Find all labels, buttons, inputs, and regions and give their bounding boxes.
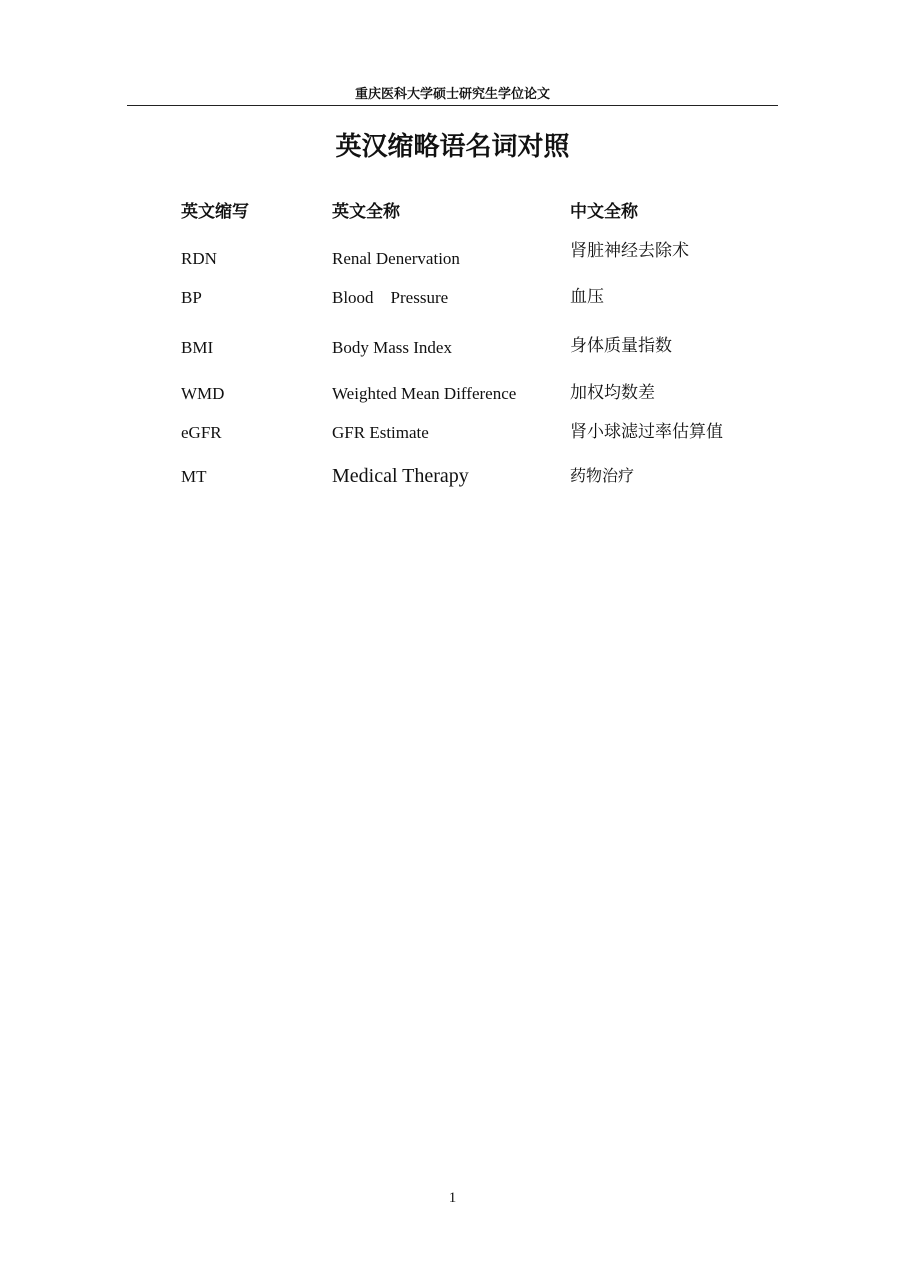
column-header-chinese-full-name: 中文全称 (570, 202, 638, 222)
chinese-name-cell: 肾脏神经去除术 (570, 241, 689, 261)
chinese-name-cell: 身体质量指数 (570, 336, 672, 356)
english-name-cell: GFR Estimate (332, 423, 429, 442)
chinese-name-cell: 药物治疗 (570, 466, 635, 485)
abbreviation-cell: BMI (181, 338, 214, 357)
abbreviation-cell: BP (181, 288, 202, 307)
page-number: 1 (448, 1190, 457, 1206)
chinese-name-cell: 血压 (570, 287, 604, 307)
english-name-cell: Blood Pressure (332, 288, 449, 307)
english-name-cell: Body Mass Index (332, 338, 452, 357)
page-title: 英汉缩略语名词对照 (335, 132, 570, 162)
english-name-cell: Renal Denervation (332, 249, 460, 268)
english-name-cell: Weighted Mean Difference (332, 384, 517, 403)
chinese-name-cell: 肾小球滤过率估算值 (570, 422, 723, 442)
chinese-name-cell: 加权均数差 (570, 383, 655, 403)
running-header: 重庆医科大学硕士研究生学位论文 (354, 87, 550, 102)
abbreviation-cell: RDN (181, 249, 217, 268)
english-name-cell: Medical Therapy (332, 465, 469, 487)
column-header-abbreviation: 英文缩写 (181, 202, 249, 222)
column-header-english-full-name: 英文全称 (332, 202, 400, 222)
abbreviation-cell: eGFR (181, 423, 222, 442)
abbreviation-cell: WMD (181, 384, 225, 403)
header-divider (127, 105, 778, 106)
abbreviation-cell: MT (181, 467, 207, 486)
